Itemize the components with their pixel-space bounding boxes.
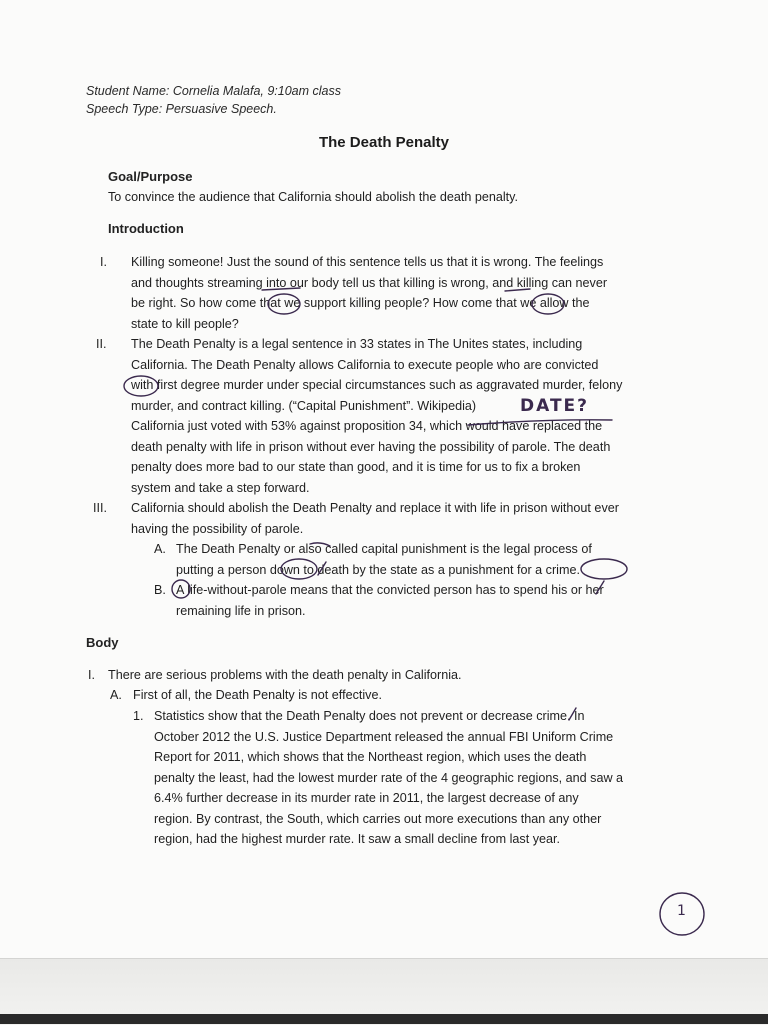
- text-line: Report for 2011, which shows that the Northeast region, which uses the death: [154, 750, 587, 764]
- text-line: having the possibility of parole.: [131, 521, 304, 536]
- body-point-marker: I.: [88, 668, 95, 682]
- text-line: The Death Penalty is a legal sentence in 33 states in The Unites states, including: [131, 337, 583, 351]
- text-line: Killing someone! Just the sound of this sentence tells us that it is wrong. The feelings: [131, 255, 604, 269]
- intro-item-1-marker: I.: [100, 255, 107, 269]
- text-line: California just voted with 53% against proposition 34, which would have replaced the: [131, 419, 603, 433]
- intro-subitem-a-marker: A.: [154, 542, 166, 556]
- date-question-annotation: DATE?: [520, 396, 590, 416]
- text-line: be right. So how come that we support killing people? How come that we allow the: [131, 296, 590, 310]
- intro-item-1: [131, 252, 607, 334]
- body-detail-marker: 1.: [133, 709, 144, 723]
- introduction-heading: Introduction: [108, 221, 184, 236]
- text-line: with first degree murder under special circumstances such as aggravated murder, felony: [131, 378, 623, 392]
- intro-item-2: [131, 334, 622, 498]
- text-line: region, had the highest murder rate. It saw a small decline from last year.: [154, 832, 560, 846]
- scan-edge: [0, 1014, 768, 1024]
- text-line: California. The Death Penalty allows California to execute people who are convicted: [131, 357, 599, 372]
- student-name-line: Student Name: Cornelia Malafa, 9:10am class: [86, 84, 341, 98]
- text-line: region. By contrast, the South, which carries out more executions than any other: [154, 811, 602, 826]
- intro-subitem-a: [176, 539, 592, 580]
- text-line: murder, and contract killing. (“Capital Punishment”. Wikipedia): [131, 398, 477, 413]
- text-line: The Death Penalty or also called capital punishment is the legal process of: [176, 542, 592, 556]
- goal-heading: Goal/Purpose: [108, 169, 193, 184]
- text-line: putting a person down to death by the state as a punishment for a crime.: [176, 562, 580, 577]
- speech-type-line: Speech Type: Persuasive Speech.: [86, 102, 277, 116]
- body-sub-marker: A.: [110, 688, 122, 702]
- intro-item-3-marker: III.: [93, 501, 107, 515]
- text-line: Statistics show that the Death Penalty does not prevent or decrease crime. In: [154, 709, 585, 723]
- goal-text: To convince the audience that California should abolish the death penalty.: [108, 190, 519, 204]
- page-number: 1: [677, 903, 688, 919]
- intro-item-2-marker: II.: [96, 337, 107, 351]
- body-point-text: There are serious problems with the death penalty in California.: [108, 668, 462, 682]
- text-line: penalty the least, had the lowest murder rate of the 4 geographic regions, and saw a: [154, 770, 624, 785]
- text-line: state to kill people?: [131, 316, 239, 331]
- intro-subitem-b-marker: B.: [154, 583, 166, 597]
- text-line: penalty does more bad to our state than good, and it is time for us to fix a broken: [131, 460, 581, 474]
- text-line: death penalty with life in prison without ever having the possibility of parole. The death: [131, 439, 611, 454]
- body-detail: [154, 706, 623, 850]
- text-line: October 2012 the U.S. Justice Department released the annual FBI Uniform Crime: [154, 729, 614, 744]
- text-line: A life-without-parole means that the convicted person has to spend his or her: [176, 583, 604, 597]
- intro-subitem-b: [176, 580, 604, 621]
- text-line: California should abolish the Death Penalty and replace it with life in prison without ever: [131, 501, 619, 515]
- body-sub-text: First of all, the Death Penalty is not effective.: [133, 688, 382, 702]
- document-title: The Death Penalty: [318, 134, 450, 151]
- text-line: and thoughts streaming into our body tell us that killing is wrong, and killing can never: [131, 275, 608, 290]
- text-line: 6.4% further decrease in its murder rate in 2011, the largest decrease of any: [154, 791, 579, 805]
- text-line: system and take a step forward.: [131, 480, 310, 495]
- text-line: remaining life in prison.: [176, 603, 306, 618]
- intro-item-3: [131, 498, 619, 539]
- body-heading: Body: [86, 635, 119, 650]
